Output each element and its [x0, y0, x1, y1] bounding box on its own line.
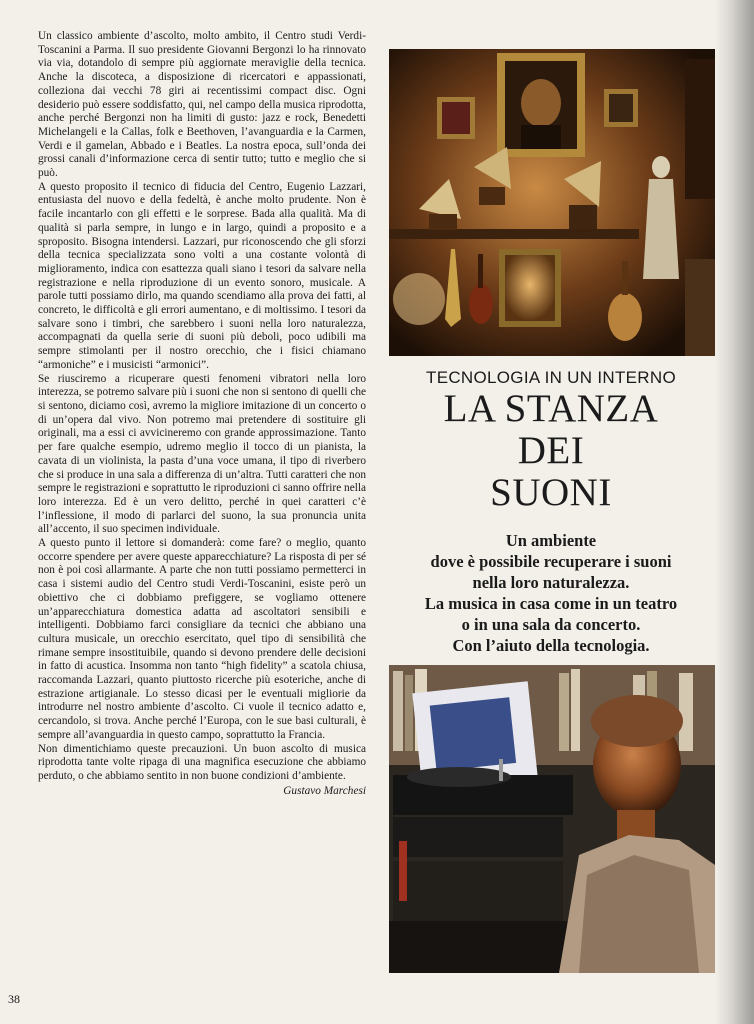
- subtitle-line-5: o in una sala da concerto.: [461, 615, 641, 634]
- article-subtitle: [378, 530, 724, 656]
- subtitle-line-4: La musica in casa come in un teatro: [424, 594, 678, 613]
- page-number: 38: [8, 992, 20, 1006]
- headline-block: [378, 368, 724, 656]
- paragraph-1: Un classico ambiente d’ascolto, molto ambito, il Centro studi Verdi-Toscanini a Parma. Il suo presidente Giovanni Bergonzi lo ha rinnovato via via, dotandolo di sempre più aggiornate meraviglie della tecnica. Anche la discoteca, a disposizione di ricercatori e appassionati, colleziona dai vecchi 78 giri ai recentissimi compact disc. Ogni desiderio può essere soddisfatto, qui, nel campo della musica riprodotta, anche perché Bergonzi non ha limiti di gusto: jazz e rock, Benedetti Michelangeli e la Callas, folk e Beethoven, l’avanguardia e la Carmen, Verdi e il gamelan, Abbado e i Beatles. La nostra epoca, sull’onda dei grossi canali d’informazione cerca di sentir tutto; tutto e meglio che si può.: [38, 30, 366, 180]
- listening-room-illustration: [389, 49, 715, 356]
- subtitle-line-6: Con l’aiuto della tecnologia.: [452, 636, 650, 655]
- article-title-line-1: LA STANZA: [443, 387, 659, 430]
- photo-listening-room: [389, 49, 715, 356]
- paragraph-5: Non dimentichiamo queste precauzioni. Un buon ascolto di musica riprodotta tante volte ripaga di una magnifica esecuzione che abbiamo perduto, o che abbiamo sentito in non buone condizioni d’ambiente.: [38, 742, 366, 782]
- paragraph-2: A questo proposito il tecnico di fiducia del Centro, Eugenio Lazzari, entusiasta del nuovo e della fedeltà, è anche molto prudente. Non è facile incantarlo con gli effetti e le sorprese. Bada alla qualità. Ma di qualità si parla sempre, in lungo e in largo, quindi a proposito e a sproposito. Bisogna intendersi. Lazzari, pur riconoscendo che gli sforzi della tecnica specializzata sono volti a una costante volontà di miglioramento, indica con esattezza quali siano i tesori da salvare nella registrazione e nella riproduzione di un evento sonoro, musicale. A parole tutti possiamo dirlo, ma quando scendiamo alla prova dei fatti, al concreto, le difficoltà e gli errori aumentano, e di moltissimo. I tesori da salvare sono i timbri, che sarebbero i suoni nella loro naturalezza, accompagnati da quella serie di suoni più deboli, poco udibili ma sempre stimolanti per il nostro orecchio, che i fisici chiamano “armoniche” e i musicisti “armonici”.: [38, 180, 366, 371]
- author-signature: Gustavo Marchesi: [283, 784, 366, 797]
- subtitle-line-1: Un ambiente: [505, 531, 597, 550]
- article-kicker: TECNOLOGIA IN UN INTERNO: [426, 368, 676, 387]
- article-title-line-2: DEI: [517, 429, 585, 472]
- article-title-line-3: SUONI: [490, 471, 612, 514]
- paragraph-3: Se riusciremo a ricuperare questi fenomeni vibratori nella loro interezza, se potremo salvare più i suoni che non si sentono di quelli che si sentono, diciamo così, avremo la migliore imitazione di un concerto o di un’opera dal vivo. Non potremo mai pretendere di sostituire gli originali, ma a essi ci avvicineremo con grande approssimazione. Tanto per fare qualche esempio, udremo meglio il tocco di un pianista, la cavata di un violinista, la pasta d’una voce umana, il tipo di riverbero che si produce in una sala a differenza di un’altra. Tutti caratteri che non sempre le registrazioni e soprattutto le riproduzioni ci sanno offrire nella loro interezza. Ed è un vero delitto, perché in quei caratteri c’è l’inflessione, il modo di parlarci del suono, la sua pronuncia unita all’accento, il suo specimen individuale.: [38, 372, 366, 536]
- article-body: [38, 30, 366, 798]
- turntable-bust-illustration: [389, 665, 715, 973]
- photo-turntable-bust: [389, 665, 715, 973]
- subtitle-line-2: dove è possibile recuperare i suoni: [430, 552, 672, 571]
- subtitle-line-3: nella loro naturalezza.: [472, 573, 630, 592]
- paragraph-4: A questo punto il lettore si domanderà: come fare? o meglio, quanto occorre spendere per avere queste apparecchiature? La risposta di per sé non è poi così allarmante. A parte che non tutti possiamo permetterci in casa i sistemi audio del Centro studi Verdi-Toscanini, esiste però un obiettivo che ci dobbiamo prefiggere, se vogliamo ottenere un’apparecchiatura domestica adatta ad ascoltatori sensibili e intelligenti. Dobbiamo farci consigliare da tecnici che abbiano una cultura musicale, un orecchio esercitato, quel tipo di sensibilità che rimane sempre insostituibile, quando si devono prendere delle decisioni in fatto di acustica. Insomma non tanto “high fidelity” a scatola chiusa, raccomanda Lazzari, quanto piuttosto ricerche più esoteriche, anche di estrazione artigianale. Lo stesso dicasi per le eventuali migliorie da introdurre nel nostro ambiente d’ascolto. Ci vuole il tecnico adatto e, cercandolo, si trova. Anche perché l’Europa, con le sue basi culturali, è sempre all’avanguardia in questo campo, soprattutto la Francia.: [38, 537, 366, 741]
